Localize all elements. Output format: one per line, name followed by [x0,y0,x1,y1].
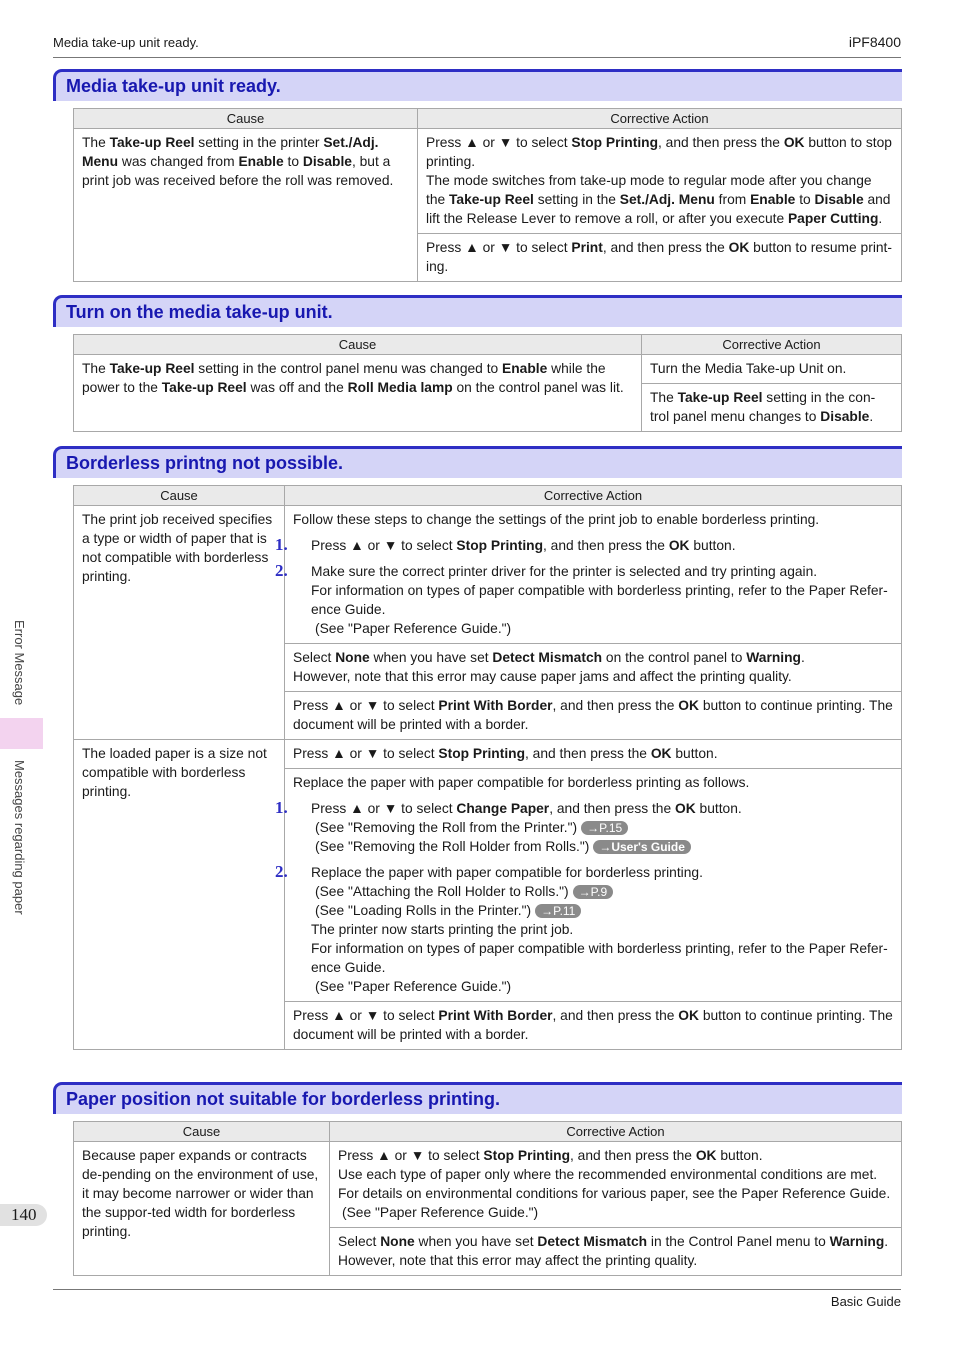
rich-text [426,240,892,274]
header-rule [53,57,901,58]
rich-text [293,698,893,732]
text-segment: button. [716,1148,763,1163]
text-segment: . [869,409,874,424]
text-segment: on the control panel was lit. [452,380,624,395]
text-segment: button. [671,746,718,761]
step-number: 1. [275,535,288,554]
text-segment: , and then press the [525,746,651,761]
rich-text [311,801,742,816]
text-segment: , and then press the [552,1008,679,1023]
text-segment: button to stop printing. [426,135,892,169]
column-header-action: Corrective Action [330,1122,902,1142]
bold-term: Roll Media lamp [347,380,453,395]
side-label-error-message: Error Message [12,620,27,706]
page-link-badge[interactable]: →P.11 [535,904,581,918]
bold-term: OK [783,135,805,150]
action-cell [642,384,902,432]
text-segment: was off and the [246,380,348,395]
error-table [73,108,902,282]
rich-text [293,648,893,667]
rich-text [293,1008,893,1042]
error-table [73,1121,902,1276]
footer-rule [53,1289,901,1290]
text-segment: . [800,650,805,665]
bold-term: Set./Adj. Menu [619,192,715,207]
rich-text [650,390,875,424]
footer-guide-name: Basic Guide [830,1294,901,1309]
text-segment: button to continue printing. The document will be printed with a border. [293,698,893,732]
text-segment: setting in the control panel menu was changed to [194,361,503,376]
bold-term: OK [678,1008,699,1023]
text-segment: when you have set [369,650,493,665]
action-cell: Follow these steps to change the settings of the print job to enable borderless printing. 1. Press ▲ or ▼ to select Stop Printing, and then press the OK button. 2. Make sure the correct printer driver for the printer is selected and try printing again. For information on types of paper compatible with borderless printing, refer to the Paper Refer-ence Guide. (See "Paper Reference Guide.") [285,506,902,644]
text-segment: Press ▲ or ▼ to select [311,801,457,816]
rich-text [311,538,736,553]
action-cell: Press ▲ or ▼ to select Stop Printing, and then press the OK button. Use each type of paper only where the recommended environmental conditions are met. For details on environmental conditions for various paper, see the Paper Reference Guide. (See "Paper Reference Guide.") [330,1142,902,1228]
text-segment: to [283,154,303,169]
text-segment: The [82,361,110,376]
bold-term: Take-up Reel [161,380,247,395]
column-header-cause: Cause [74,486,285,506]
bold-term: Stop Printing [483,1148,571,1163]
action-cell [285,740,902,769]
bold-term: Detect Mismatch [537,1234,648,1249]
text-segment: The mode switches from take-up mode to regular mode after you change the [426,173,872,207]
text-segment: and lift the Release Lever to remove a roll, or after you execute [426,192,891,226]
bold-term: Take-up Reel [677,390,763,405]
text-segment: Select [338,1234,381,1249]
column-header-action: Corrective Action [642,335,902,355]
text-segment: Press ▲ or ▼ to select [338,1148,484,1163]
text-segment: button to resume print-ing. [426,240,892,274]
column-header-action: Corrective Action [418,109,902,129]
bold-term: Take-up Reel [109,361,195,376]
bold-term: Print [571,240,603,255]
column-header-action: Corrective Action [285,486,902,506]
bold-term: OK [668,538,690,553]
text-segment: , but a print job was received before the roll was removed. [82,154,394,188]
text-segment: Press ▲ or ▼ to select [426,240,572,255]
text-segment: setting in the [533,192,620,207]
bold-term: None [380,1234,415,1249]
text-segment: in the Control Panel menu to [647,1234,830,1249]
rich-text [426,171,893,228]
text-segment: setting in the con-trol panel menu changes to [650,390,876,424]
column-header-cause: Cause [74,109,418,129]
text-segment: Press ▲ or ▼ to select [293,746,439,761]
text-segment: was changed from [118,154,239,169]
bold-term: Enable [502,361,548,376]
action-cell: Select None when you have set Detect Mismatch on the control panel to Warning. However, note that this error may cause paper jams and affect the printing quality. [285,644,902,692]
section-heading: Paper position not suitable for borderless printing. [53,1082,902,1114]
bold-term: Enable [238,154,284,169]
bold-term: Take-up Reel [109,135,195,150]
cause-cell [74,129,418,282]
text-segment: , and then press the [658,135,784,150]
bold-term: Enable [750,192,796,207]
rich-text [82,361,624,395]
page-link-badge[interactable]: →P.9 [573,885,613,899]
running-header-model: iPF8400 [848,34,901,50]
action-cell: Turn the Media Take-up Unit on. [642,355,902,384]
action-cell [418,234,902,282]
section-heading: Turn on the media take-up unit. [53,295,902,327]
text-segment: while the power to the [82,361,606,395]
bold-term: Print With Border [438,1008,553,1023]
bold-term: None [335,650,370,665]
bold-term: Disable [302,154,352,169]
text-segment: Press ▲ or ▼ to select [311,538,457,553]
step-number: 2. [275,862,288,881]
cause-cell [74,355,642,432]
bold-term: Disable [820,409,870,424]
page-link-badge[interactable]: →P.15 [581,821,628,835]
column-header-cause: Cause [74,335,642,355]
step-number: 1. [275,798,288,817]
rich-text [82,135,393,188]
section-heading: Media take-up unit ready. [53,69,902,101]
text-segment: from [714,192,751,207]
text-segment: to [795,192,815,207]
bold-term: Paper Cutting [787,211,879,226]
page-number: 140 [11,1205,37,1224]
action-cell [285,692,902,740]
bold-term: Take-up Reel [449,192,534,207]
rich-text [338,1146,893,1165]
rich-text [338,1232,893,1251]
text-segment: Press ▲ or ▼ to select [426,135,572,150]
action-cell [285,1002,902,1050]
text-segment: . [878,211,883,226]
text-segment: Press ▲ or ▼ to select [293,1008,439,1023]
section-heading: Borderless printng not possible. [53,446,902,478]
bold-term: Detect Mismatch [492,650,603,665]
step-number: 2. [275,561,288,580]
text-segment: button. [689,538,736,553]
text-segment: button. [695,801,742,816]
action-cell [418,129,902,234]
side-tab-marker [0,718,43,749]
text-segment: The [82,135,110,150]
bold-term: Disable [814,192,864,207]
text-segment: button to continue printing. The document will be printed with a border. [293,1008,893,1042]
bold-term: OK [678,698,699,713]
bold-term: Print With Border [438,698,553,713]
text-segment: on the control panel to [602,650,747,665]
page-number-tab [0,1204,47,1226]
column-header-cause: Cause [74,1122,330,1142]
text-segment: setting in the printer [194,135,324,150]
text-segment: when you have set [414,1234,538,1249]
text-segment: Select [293,650,336,665]
bold-term: OK [674,801,696,816]
bold-term: Stop Printing [438,746,526,761]
bold-term: Set./Adj. Menu [82,135,379,169]
text-segment: , and then press the [570,1148,696,1163]
bold-term: Change Paper [456,801,550,816]
text-segment: Press ▲ or ▼ to select [293,698,439,713]
bold-term: OK [695,1148,717,1163]
bold-term: OK [650,746,672,761]
text-segment: . [884,1234,889,1249]
text-segment: , and then press the [602,240,729,255]
cause-cell: The loaded paper is a size not compatible with borderless printing. [74,740,285,1050]
running-header-title: Media take-up unit ready. [53,35,199,50]
side-label-paper: Messages regarding paper [12,760,27,915]
bold-term: Warning [746,650,801,665]
bold-term: Stop Printing [571,135,659,150]
bold-term: Warning [829,1234,885,1249]
text-segment: , and then press the [549,801,675,816]
rich-text [293,746,718,761]
cause-cell: Because paper expands or contracts de-pending on the environment of use, it may become narrower or wider than the suppor-ted width for borderless printing. [74,1142,330,1276]
rich-text [426,133,893,171]
text-segment: The [650,390,678,405]
users-guide-link-badge[interactable]: →User's Guide [593,840,691,854]
action-cell: Replace the paper with paper compatible for borderless printing as follows. 1. Press ▲ or ▼ to select Change Paper, and then press the OK button. (See "Removing the Roll from the Printer.") →P.15 (See "Removing the Roll Holder from Rolls.") →User's Guide 2. Replace the paper with paper compatible for borderless printing. (See "Attaching the Roll Holder to Rolls.") →P.9 (See "Loading Rolls in the Printer.") →P.11 The printer now starts printing the print job. For information on types of paper compatible with borderless printing, refer to the Paper Refer-ence Guide. (See "Paper Reference Guide.") [285,769,902,1002]
text-segment: , and then press the [552,698,679,713]
error-table [73,334,902,432]
bold-term: OK [728,240,750,255]
action-cell: Select None when you have set Detect Mismatch in the Control Panel menu to Warning. However, note that this error may affect the printing quality. [330,1228,902,1276]
cause-cell: The print job received specifies a type or width of paper that is not compatible with borderless printing. [74,506,285,740]
bold-term: Stop Printing [456,538,544,553]
text-segment: , and then press the [543,538,669,553]
error-table [73,485,902,1050]
